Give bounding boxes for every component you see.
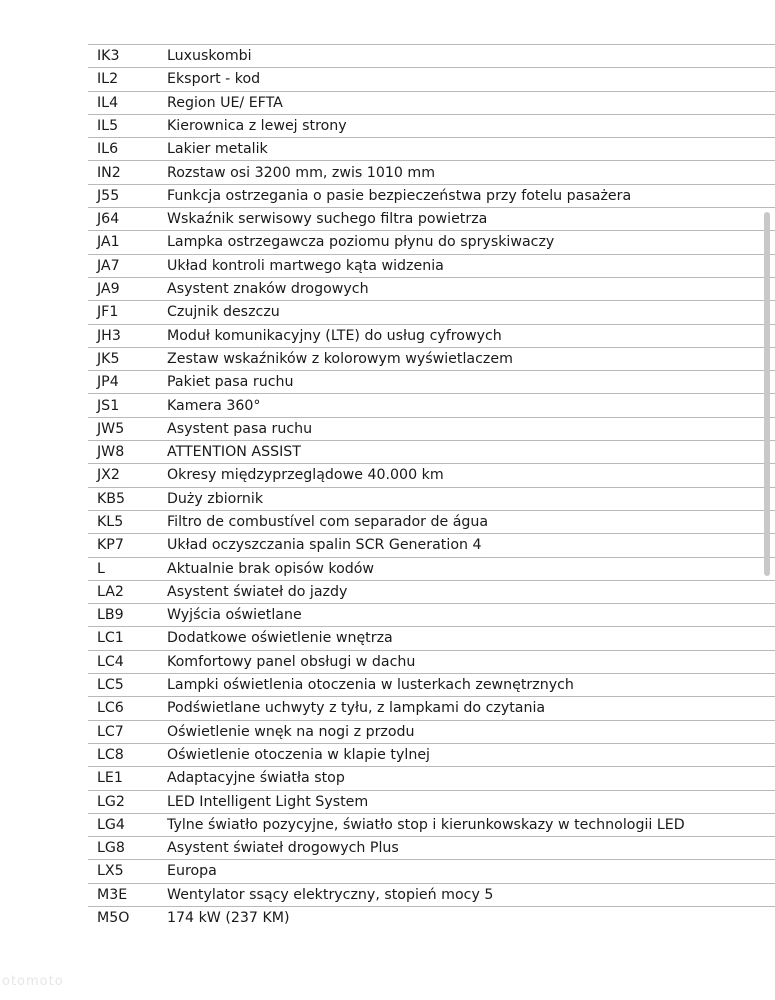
option-description: Zestaw wskaźników z kolorowym wyświetlaczem [167,350,513,367]
option-code: JX2 [97,467,120,484]
option-description: Układ kontroli martwego kąta widzenia [167,257,444,274]
watermark: otomoto [2,974,64,989]
option-code: IN2 [97,164,121,181]
option-code: LG2 [97,793,125,810]
table-row [88,884,775,907]
option-code: JH3 [97,327,121,344]
option-code: LC6 [97,700,124,717]
option-description: Luxuskombi [167,48,252,65]
table-row [88,185,775,208]
equipment-codes-table [88,44,775,929]
table-row [88,907,775,929]
option-code: JW8 [97,444,125,461]
option-description: Asystent świateł do jazdy [167,583,348,600]
option-code: LE1 [97,770,123,787]
option-description: Adaptacyjne światła stop [167,770,345,787]
option-description: Kierownica z lewej strony [167,117,347,134]
option-code: LC1 [97,630,124,647]
table-row [88,231,775,254]
option-code: LG8 [97,840,125,857]
option-description: Lampka ostrzegawcza poziomu płynu do spryskiwaczy [167,234,555,251]
option-description: Region UE/ EFTA [167,94,283,111]
option-code: LC7 [97,723,124,740]
option-description: Lakier metalik [167,141,268,158]
option-description: Eksport - kod [167,71,261,88]
table-row [88,208,775,231]
option-description: Europa [167,863,217,880]
option-code: KB5 [97,490,126,507]
table-row [88,418,775,441]
option-description: Rozstaw osi 3200 mm, zwis 1010 mm [167,164,436,181]
option-description: 174 kW (237 KM) [167,910,290,927]
table-row [88,45,775,68]
table-row [88,791,775,814]
option-code: JA7 [97,257,120,274]
table-row [88,814,775,837]
table-row [88,138,775,161]
option-description: Pakiet pasa ruchu [167,374,294,391]
option-description: Duży zbiornik [167,490,264,507]
option-code: LG4 [97,816,125,833]
option-code: IL4 [97,94,119,111]
option-code: L [97,560,105,577]
option-code: LC8 [97,746,124,763]
table-row [88,558,775,581]
option-code: IL6 [97,141,119,158]
table-row [88,301,775,324]
option-code: JS1 [97,397,120,414]
table-row [88,837,775,860]
table-row [88,674,775,697]
option-code: IL5 [97,117,119,134]
option-description: Aktualnie brak opisów kodów [167,560,375,577]
option-description: Lampki oświetlenia otoczenia w lusterkach zewnętrznych [167,677,574,694]
table-row [88,627,775,650]
table-row [88,860,775,883]
option-description: Okresy międzyprzeglądowe 40.000 km [167,467,444,484]
vertical-scrollbar[interactable] [764,212,770,576]
option-code: KL5 [97,513,124,530]
option-code: LC5 [97,677,124,694]
table-row [88,92,775,115]
option-description: Moduł komunikacyjny (LTE) do usług cyfrowych [167,327,502,344]
option-description: Asystent świateł drogowych Plus [167,840,399,857]
option-code: LX5 [97,863,124,880]
option-description: Układ oczyszczania spalin SCR Generation 4 [167,537,482,554]
option-description: Komfortowy panel obsługi w dachu [167,653,416,670]
option-code: JA9 [97,281,120,298]
table-row [88,511,775,534]
option-description: ATTENTION ASSIST [167,444,301,461]
table-row [88,325,775,348]
table-row [88,604,775,627]
table-row [88,767,775,790]
option-code: J55 [97,187,120,204]
table-row [88,348,775,371]
option-description: Asystent znaków drogowych [167,281,369,298]
table-row [88,651,775,674]
option-code: J64 [97,211,120,228]
table-row [88,488,775,511]
option-code: JF1 [97,304,119,321]
table-row [88,68,775,91]
option-description: Tylne światło pozycyjne, światło stop i kierunkowskazy w technologii LED [167,816,685,833]
option-code: LA2 [97,583,124,600]
option-code: JK5 [97,350,120,367]
table-row [88,464,775,487]
table-row [88,581,775,604]
option-description: Asystent pasa ruchu [167,420,313,437]
option-description: Oświetlenie wnęk na nogi z przodu [167,723,415,740]
table-row [88,278,775,301]
option-code: IL2 [97,71,119,88]
option-code: KP7 [97,537,124,554]
option-code: JA1 [97,234,120,251]
table-row [88,744,775,767]
table-row [88,394,775,417]
option-description: Filtro de combustível com separador de água [167,513,489,530]
option-description: Oświetlenie otoczenia w klapie tylnej [167,746,430,763]
table-row [88,721,775,744]
option-description: Podświetlane uchwyty z tyłu, z lampkami do czytania [167,700,546,717]
option-description: Funkcja ostrzegania o pasie bezpieczeństwa przy fotelu pasażera [167,187,632,204]
option-code: LC4 [97,653,124,670]
option-code: LB9 [97,607,124,624]
option-description: Dodatkowe oświetlenie wnętrza [167,630,393,647]
option-description: LED Intelligent Light System [167,793,369,810]
option-code: JW5 [97,420,125,437]
option-description: Wentylator ssący elektryczny, stopień mocy 5 [167,886,494,903]
option-code: JP4 [97,374,119,391]
option-description: Wyjścia oświetlane [167,607,302,624]
table-row [88,115,775,138]
table-row [88,697,775,720]
option-code: M5O [97,910,130,927]
option-description: Czujnik deszczu [167,304,280,321]
table-row [88,371,775,394]
table-row [88,255,775,278]
option-description: Kamera 360° [167,397,261,414]
option-code: IK3 [97,48,120,65]
option-description: Wskaźnik serwisowy suchego filtra powietrza [167,211,488,228]
option-code: M3E [97,886,128,903]
table-row [88,441,775,464]
table-row [88,534,775,557]
table-row [88,161,775,184]
